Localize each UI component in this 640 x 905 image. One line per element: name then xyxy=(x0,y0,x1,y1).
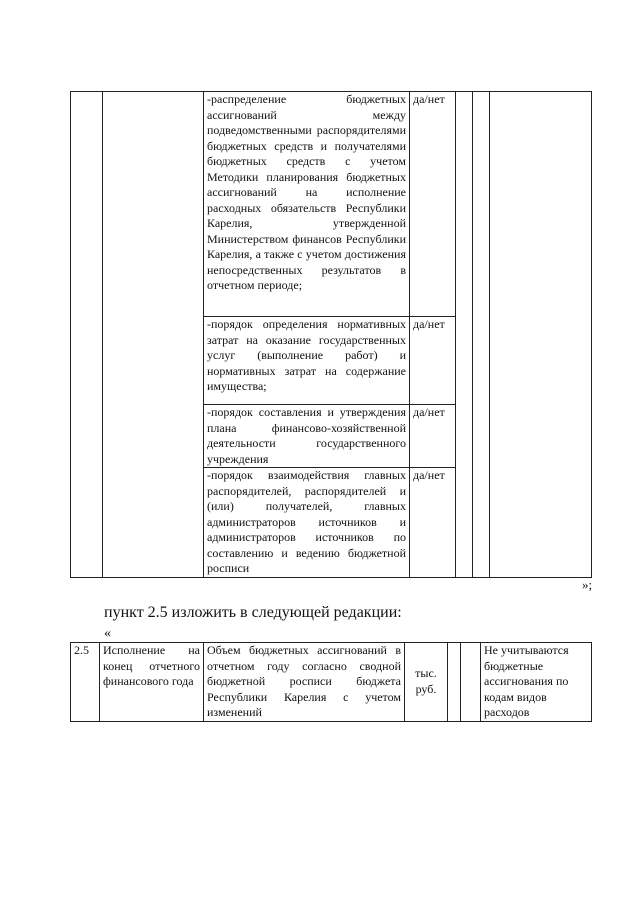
point-number: 2.5 xyxy=(71,643,100,722)
criterion-text: -порядок взаимодействия главных распорядителей, распорядителей и (или) получателей, главных администраторов источников и администраторов источников по составлению и ведению бюджетной росписи xyxy=(204,468,410,578)
unit-cell: да/нет xyxy=(410,92,456,317)
unit-cell: да/нет xyxy=(410,405,456,468)
criterion-text: -распределение бюджетных ассигнований между подведомственными распорядителями бюджетных средств и получателями бюджетных средств с учетом Методики планирования бюджетных ассигнований на исполнение расходных обязательств Республики Карелия, утвержденной Министерством финансов Республики Карелия, а также с учетом достижения непосредственных результатов в отчетном периоде; xyxy=(204,92,410,317)
criterion-text: -порядок определения нормативных затрат на оказание государственных услуг (выполнение работ) и нормативных затрат на содержание имущества; xyxy=(204,317,410,405)
indicator-name-cell xyxy=(103,92,204,578)
empty-cell xyxy=(461,643,481,722)
opening-quote: « xyxy=(104,626,111,641)
criteria-table-continuation xyxy=(70,91,592,578)
criterion-text: -порядок составления и утверждения плана финансово-хозяйственной деятельности государственного учреждения xyxy=(204,405,410,468)
closing-quote: »; xyxy=(582,577,593,592)
empty-cell xyxy=(473,92,490,578)
point-2-5-table xyxy=(70,642,592,722)
table-row xyxy=(71,92,592,317)
unit-cell: да/нет xyxy=(410,317,456,405)
note-cell: Не учитываются бюджетные ассигнования по кодам видов расходов xyxy=(481,643,592,722)
note-cell xyxy=(490,92,592,578)
unit-cell: тыс. руб. xyxy=(405,643,448,722)
instruction-text: пункт 2.5 изложить в следующей редакции: xyxy=(104,604,402,621)
number-cell xyxy=(71,92,103,578)
empty-cell xyxy=(448,643,461,722)
empty-cell xyxy=(456,92,473,578)
indicator-description: Объем бюджетных ассигнований в отчетном году согласно сводной бюджетной росписи бюджета Республики Карелия с учетом изменений xyxy=(204,643,405,722)
indicator-name: Исполнение на конец отчетного финансового года xyxy=(100,643,204,722)
unit-cell: да/нет xyxy=(410,468,456,578)
table-row xyxy=(71,643,592,722)
